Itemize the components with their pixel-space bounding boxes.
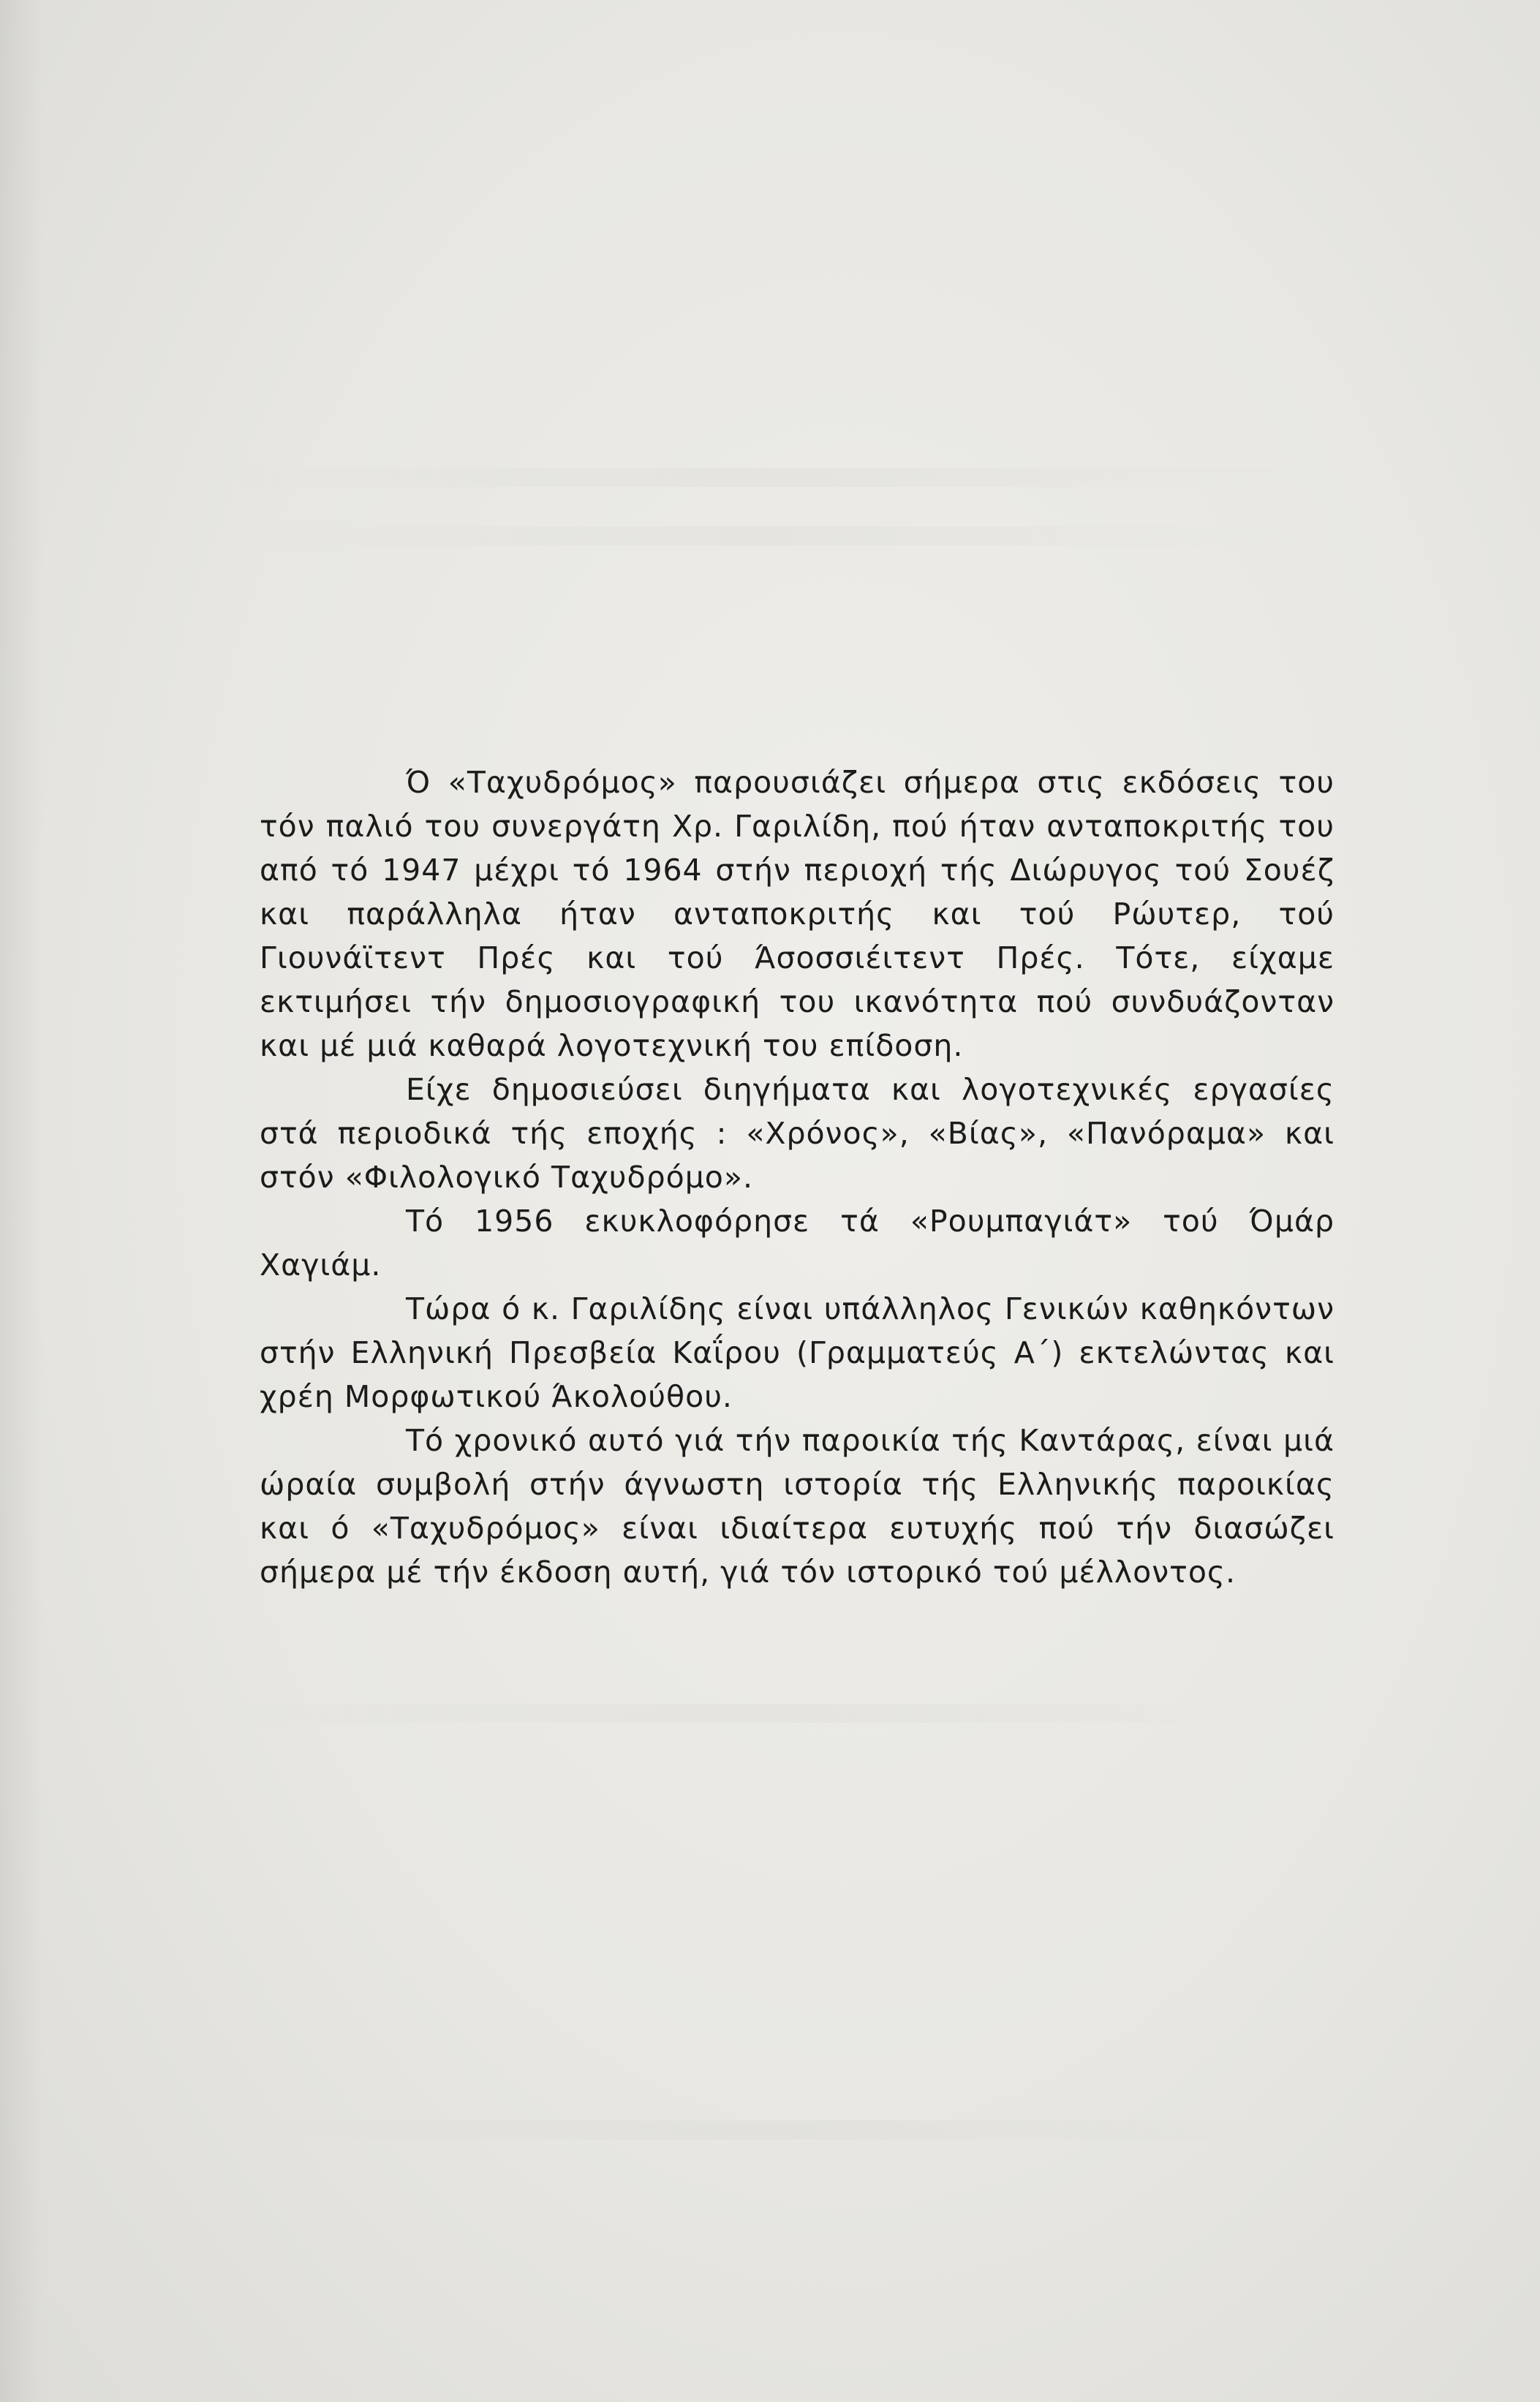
show-through-line: [219, 468, 1316, 487]
paragraph-rubaiyat: Τό 1956 εκυκλοφόρησε τά «Ρουμπαγιάτ» τού Όμάρ Χαγιάμ.: [260, 1204, 1335, 1283]
show-through-line: [219, 1704, 1316, 1723]
paragraph-current-position: Τώρα ό κ. Γαριλίδης είναι υπάλληλος Γενικών καθηκόντων στήν Ελληνική Πρεσβεία Καΐρου (Γραμματεύς Α΄) εκτελώντας και χρέη Μορφωτικού Άκολούθου.: [260, 1291, 1335, 1414]
foreword-text: [260, 760, 1335, 1594]
show-through-line: [219, 2120, 1316, 2139]
paragraph-intro: Ό «Ταχυδρόμος» παρουσιάζει σήμερα στις εκδόσεις του τόν παλιό του συνεργάτη Χρ. Γαριλίδη, πού ήταν ανταποκριτής του από τό 1947 μέχρι τό 1964 στήν περιοχή τής Διώρυγος τού Σουέζ και παράλληλα ήταν ανταποκριτής και τού Ρώυτερ, τού Γιουνάϊτεντ Πρές και τού Άσοσσιέιτεντ Πρές. Τότε, είχαμε εκτιμήσει τήν δημοσιογραφική του ικανότητα πού συνδυάζονταν και μέ μιά καθαρά λογοτεχνική του επίδοση.: [260, 765, 1335, 1063]
page-edge-shadow: [0, 0, 44, 2402]
show-through-line: [219, 526, 1316, 545]
paragraph-chronicle: Τό χρονικό αυτό γιά τήν παροικία τής Καντάρας, είναι μιά ώραία συμβολή στήν άγνωστη ιστορία τής Ελληνικής παροικίας και ό «Ταχυδρόμος» είναι ιδιαίτερα ευτυχής πού τήν διασώζει σήμερα μέ τήν έκδοση αυτή, γιά τόν ιστορικό τού μέλλοντος.: [260, 1423, 1335, 1590]
paragraph-publications: Είχε δημοσιεύσει διηγήματα και λογοτεχνικές εργασίες στά περιοδικά τής εποχής : «Χρόνος», «Βίας», «Πανόραμα» και στόν «Φιλολογικό Ταχυδρόμο».: [260, 1072, 1335, 1195]
